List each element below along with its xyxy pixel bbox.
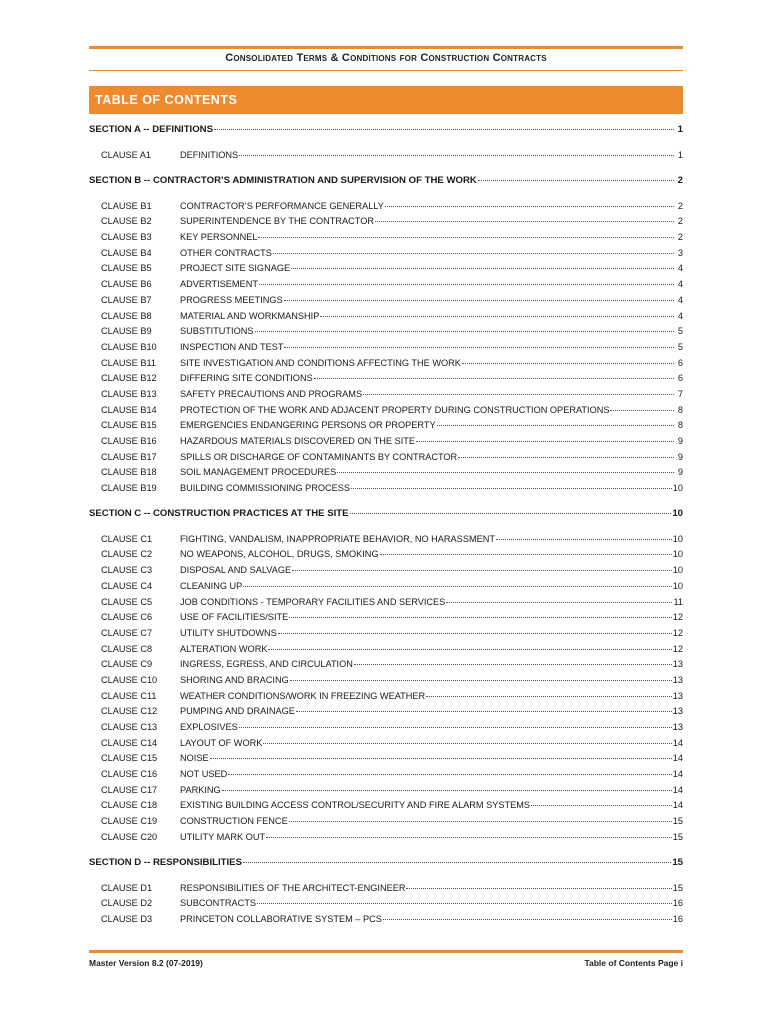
clause-page-number: 4 (677, 310, 683, 321)
toc-clause-entry[interactable] (89, 673, 683, 689)
toc-clause-entry[interactable] (89, 403, 683, 419)
toc-clause-entry[interactable] (89, 783, 683, 799)
clause-title: RESPONSIBILITIES OF THE ARCHITECT-ENGINEER (180, 882, 406, 893)
clause-title: DEFINITIONS (180, 150, 239, 160)
clause-title: UTILITY SHUTDOWNS (180, 627, 277, 638)
leader-dots (351, 488, 672, 489)
clause-page-number: 4 (677, 263, 683, 274)
clause-id: CLAUSE B8 (101, 310, 152, 321)
clause-title: EMERGENCIES ENDANGERING PERSONS OR PROPERTY (180, 420, 436, 431)
clause-title: UTILITY MARK OUT (180, 831, 266, 842)
toc-heading: TABLE OF CONTENTS (95, 93, 238, 107)
section-spacer (89, 846, 683, 855)
leader-dots (416, 441, 674, 442)
clause-title: OTHER CONTRACTS (180, 247, 272, 258)
clause-title: ADVERTISEMENT (180, 279, 258, 290)
clause-id: CLAUSE C6 (101, 612, 153, 623)
clause-id: CLAUSE B4 (101, 247, 152, 258)
clause-id: CLAUSE D2 (101, 898, 153, 909)
toc-clause-entry[interactable] (89, 293, 683, 309)
clause-page-number: 10 (672, 533, 683, 544)
clause-id: CLAUSE C17 (101, 784, 158, 795)
leader-dots (214, 129, 674, 130)
leader-dots (290, 680, 672, 681)
clause-title: CONTRACTOR’S PERFORMANCE GENERALLY (180, 200, 384, 211)
section-spacer (89, 164, 683, 173)
section-page-number: 2 (677, 174, 683, 186)
leader-dots (289, 821, 672, 822)
clause-title: PROJECT SITE SIGNAGE (180, 263, 291, 274)
clause-page-number: 5 (677, 341, 683, 352)
section-title: SECTION A -- DEFINITIONS (89, 124, 214, 135)
leader-dots (292, 570, 672, 571)
clause-title: SAFETY PRECAUTIONS AND PROGRAMS (180, 388, 363, 399)
clause-id: CLAUSE C7 (101, 627, 153, 638)
leader-dots (462, 363, 674, 364)
leader-dots (296, 711, 672, 712)
toc-clause-entry[interactable] (89, 751, 683, 767)
footer-page-label: Table of Contents Page i (584, 958, 683, 968)
table-of-contents (89, 122, 683, 928)
clause-page-number: 6 (677, 357, 683, 368)
leader-dots (383, 919, 672, 920)
leader-dots (228, 774, 671, 775)
leader-dots (210, 758, 672, 759)
leader-dots (458, 457, 674, 458)
clause-title: DISPOSAL AND SALVAGE (180, 565, 292, 576)
leader-dots (610, 410, 674, 411)
clause-title: SUBCONTRACTS (180, 898, 257, 909)
clause-id: CLAUSE B16 (101, 436, 157, 446)
clause-title: SUBSTITUTIONS (180, 326, 254, 337)
clause-title: DIFFERING SITE CONDITIONS (180, 373, 313, 384)
clause-title: KEY PERSONNEL (180, 232, 258, 243)
clause-page-number: 8 (677, 404, 683, 415)
clause-id: CLAUSE A1 (101, 150, 152, 160)
section-title: SECTION D -- RESPONSIBILITIES (89, 856, 242, 868)
clause-id: CLAUSE B14 (101, 404, 157, 415)
clause-page-number: 14 (672, 800, 683, 811)
toc-clause-entry[interactable] (89, 736, 683, 752)
clause-id: CLAUSE C1 (101, 533, 153, 544)
clause-id: CLAUSE B9 (101, 326, 152, 337)
toc-clause-entry[interactable] (89, 912, 683, 928)
toc-clause-entry[interactable] (89, 720, 683, 736)
toc-clause-entry[interactable] (89, 199, 683, 215)
clause-title: LAYOUT OF WORK (180, 737, 263, 748)
clause-page-number: 13 (672, 706, 683, 717)
leader-dots (284, 347, 674, 348)
clause-title: HAZARDOUS MATERIALS DISCOVERED ON THE SITE (180, 436, 415, 446)
clause-id: CLAUSE B7 (101, 294, 152, 305)
toc-clause-entry[interactable] (89, 324, 683, 340)
section-spacer (89, 138, 683, 148)
clause-id: CLAUSE B6 (101, 279, 152, 290)
section-spacer (89, 497, 683, 506)
leader-dots (437, 425, 674, 426)
toc-clause-entry[interactable] (89, 798, 683, 814)
clause-page-number: 4 (677, 279, 683, 290)
clause-page-number: 14 (672, 753, 683, 764)
section-spacer (89, 189, 683, 199)
leader-dots (320, 316, 674, 317)
clause-page-number: 12 (672, 643, 683, 654)
clause-page-number: 10 (672, 580, 683, 591)
clause-id: CLAUSE C14 (101, 737, 158, 748)
clause-page-number: 4 (677, 294, 683, 305)
leader-dots (243, 862, 671, 863)
clause-title: INGRESS, EGRESS, AND CIRCULATION (180, 659, 353, 670)
clause-page-number: 15 (672, 831, 683, 842)
toc-clause-entry[interactable] (89, 418, 683, 434)
clause-page-number: 12 (672, 627, 683, 638)
clause-id: CLAUSE C19 (101, 816, 158, 827)
leader-dots (354, 664, 672, 665)
clause-page-number: 13 (672, 659, 683, 670)
section-spacer (89, 522, 683, 532)
leader-dots (363, 394, 674, 395)
leader-dots (350, 513, 672, 514)
clause-page-number: 6 (677, 373, 683, 384)
clause-page-number: 14 (672, 737, 683, 748)
toc-section-entry[interactable] (89, 173, 683, 189)
clause-page-number: 13 (672, 722, 683, 732)
section-page-number: 15 (672, 856, 683, 868)
leader-dots (406, 888, 671, 889)
clause-id: CLAUSE B10 (101, 341, 157, 352)
clause-title: SITE INVESTIGATION AND CONDITIONS AFFECTING THE WORK (180, 357, 461, 368)
clause-title: BUILDING COMMISSIONING PROCESS (180, 483, 350, 494)
section-title: SECTION C -- CONSTRUCTION PRACTICES AT THE SITE (89, 507, 349, 519)
toc-clause-entry[interactable] (89, 465, 683, 481)
clause-id: CLAUSE C16 (101, 769, 158, 780)
clause-title: WEATHER CONDITIONS/WORK IN FREEZING WEATHER (180, 690, 426, 701)
toc-clause-entry[interactable] (89, 657, 683, 673)
toc-clause-entry[interactable] (89, 148, 683, 164)
top-rule (89, 46, 683, 49)
toc-heading-bar (89, 86, 683, 114)
toc-section-entry[interactable] (89, 506, 683, 522)
clause-page-number: 12 (672, 612, 683, 623)
toc-clause-entry[interactable] (89, 595, 683, 611)
clause-page-number: 16 (672, 913, 683, 924)
clause-id: CLAUSE C3 (101, 565, 153, 576)
clause-id: CLAUSE C4 (101, 580, 153, 591)
clause-page-number: 3 (677, 247, 683, 258)
leader-dots (278, 633, 672, 634)
section-page-number: 1 (677, 124, 683, 135)
clause-title: FIGHTING, VANDALISM, INAPPROPRIATE BEHAVIOR, NO HARASSMENT (180, 533, 495, 544)
leader-dots (255, 331, 674, 332)
toc-clause-entry[interactable] (89, 340, 683, 356)
leader-dots (426, 696, 672, 697)
clause-title: PARKING (180, 784, 221, 795)
footer-rule (89, 950, 683, 953)
clause-page-number: 5 (677, 326, 683, 337)
toc-clause-entry[interactable] (89, 356, 683, 372)
clause-title: SHORING AND BRACING (180, 674, 289, 685)
clause-title: EXISTING BUILDING ACCESS CONTROL/SECURITY AND FIRE ALARM SYSTEMS (180, 800, 531, 811)
leader-dots (375, 221, 674, 222)
clause-title: INSPECTION AND TEST (180, 341, 284, 352)
clause-title: MATERIAL AND WORKMANSHIP (180, 310, 320, 321)
clause-page-number: 1 (677, 150, 683, 160)
clause-id: CLAUSE C13 (101, 722, 158, 732)
clause-id: CLAUSE C2 (101, 549, 153, 560)
leader-dots (380, 554, 672, 555)
leader-dots (259, 284, 674, 285)
leader-dots (496, 539, 672, 540)
clause-id: CLAUSE B17 (101, 451, 157, 462)
toc-clause-entry[interactable] (89, 896, 683, 912)
clause-title: NO WEAPONS, ALCOHOL, DRUGS, SMOKING (180, 549, 379, 560)
clause-title: NOISE (180, 753, 209, 764)
clause-id: CLAUSE C5 (101, 596, 153, 607)
clause-title: CONSTRUCTION FENCE (180, 816, 288, 827)
leader-dots (314, 378, 674, 379)
clause-page-number: 9 (677, 467, 683, 478)
toc-clause-entry[interactable] (89, 434, 683, 450)
clause-id: CLAUSE B5 (101, 263, 152, 274)
toc-clause-entry[interactable] (89, 481, 683, 497)
leader-dots (266, 837, 672, 838)
clause-title: JOB CONDITIONS - TEMPORARY FACILITIES AND SERVICES (180, 596, 446, 607)
toc-clause-entry[interactable] (89, 532, 683, 548)
section-spacer (89, 871, 683, 881)
clause-title: SPILLS OR DISCHARGE OF CONTAMINANTS BY CONTRACTOR (180, 451, 458, 462)
footer-version: Master Version 8.2 (07-2019) (89, 958, 203, 968)
toc-clause-entry[interactable] (89, 277, 683, 293)
leader-dots (478, 180, 674, 181)
clause-id: CLAUSE C18 (101, 800, 158, 811)
clause-page-number: 11 (673, 596, 683, 607)
toc-clause-entry[interactable] (89, 563, 683, 579)
clause-id: CLAUSE B2 (101, 216, 152, 227)
toc-section-entry[interactable] (89, 122, 683, 138)
toc-clause-entry[interactable] (89, 689, 683, 705)
toc-clause-entry[interactable] (89, 881, 683, 897)
toc-clause-entry[interactable] (89, 309, 683, 325)
clause-id: CLAUSE B12 (101, 373, 157, 384)
title-rule (89, 70, 683, 71)
clause-page-number: 14 (672, 769, 683, 780)
leader-dots (263, 743, 671, 744)
clause-page-number: 15 (672, 816, 683, 827)
clause-page-number: 10 (672, 565, 683, 576)
clause-id: CLAUSE B13 (101, 388, 157, 399)
clause-id: CLAUSE C15 (101, 753, 158, 764)
leader-dots (291, 268, 674, 269)
clause-id: CLAUSE C11 (101, 690, 157, 701)
leader-dots (385, 206, 674, 207)
clause-id: CLAUSE B19 (101, 483, 157, 494)
clause-title: ALTERATION WORK (180, 643, 268, 654)
toc-clause-entry[interactable] (89, 830, 683, 846)
leader-dots (268, 649, 671, 650)
leader-dots (337, 472, 674, 473)
clause-id: CLAUSE B11 (101, 357, 156, 368)
leader-dots (258, 237, 674, 238)
clause-page-number: 10 (672, 549, 683, 560)
leader-dots (243, 586, 671, 587)
clause-title: EXPLOSIVES (180, 722, 238, 732)
clause-id: CLAUSE C10 (101, 674, 158, 685)
toc-clause-entry[interactable] (89, 767, 683, 783)
clause-page-number: 13 (672, 690, 683, 701)
clause-page-number: 15 (672, 882, 683, 893)
clause-page-number: 7 (677, 388, 683, 399)
clause-title: PROTECTION OF THE WORK AND ADJACENT PROPERTY DURING CONSTRUCTION OPERATIONS (180, 404, 610, 415)
clause-page-number: 9 (677, 451, 683, 462)
clause-title: USE OF FACILITIES/SITE (180, 612, 289, 623)
clause-id: CLAUSE C12 (101, 706, 158, 717)
leader-dots (531, 805, 672, 806)
toc-clause-entry[interactable] (89, 642, 683, 658)
toc-clause-entry[interactable] (89, 261, 683, 277)
document-page (89, 0, 683, 1024)
section-title: SECTION B -- CONTRACTOR’S ADMINISTRATION AND SUPERVISION OF THE WORK (89, 174, 477, 186)
clause-id: CLAUSE D1 (101, 882, 153, 893)
clause-title: SUPERINTENDENCE BY THE CONTRACTOR (180, 216, 374, 227)
toc-clause-entry[interactable] (89, 704, 683, 720)
toc-clause-entry[interactable] (89, 371, 683, 387)
clause-id: CLAUSE C9 (101, 659, 153, 670)
clause-page-number: 14 (672, 784, 683, 795)
toc-clause-entry[interactable] (89, 246, 683, 262)
toc-clause-entry[interactable] (89, 814, 683, 830)
toc-clause-entry[interactable] (89, 547, 683, 563)
clause-page-number: 9 (677, 436, 683, 446)
toc-clause-entry[interactable] (89, 214, 683, 230)
clause-page-number: 2 (677, 232, 683, 243)
clause-id: CLAUSE C8 (101, 643, 153, 654)
toc-clause-entry[interactable] (89, 579, 683, 595)
clause-id: CLAUSE D3 (101, 913, 153, 924)
leader-dots (222, 790, 672, 791)
clause-id: CLAUSE B15 (101, 420, 157, 431)
clause-page-number: 8 (677, 420, 683, 431)
toc-section-entry[interactable] (89, 855, 683, 871)
clause-title: PRINCETON COLLABORATIVE SYSTEM – PCS (180, 913, 382, 924)
clause-title: SOIL MANAGEMENT PROCEDURES (180, 467, 337, 478)
leader-dots (239, 155, 674, 156)
toc-clause-entry[interactable] (89, 450, 683, 466)
leader-dots (239, 727, 672, 728)
clause-title: PROGRESS MEETINGS (180, 294, 283, 305)
clause-id: CLAUSE B3 (101, 232, 152, 243)
section-page-number: 10 (672, 507, 683, 519)
clause-id: CLAUSE B18 (101, 467, 157, 478)
clause-title: NOT USED (180, 769, 228, 780)
clause-page-number: 13 (672, 674, 683, 685)
leader-dots (284, 300, 674, 301)
leader-dots (273, 253, 674, 254)
leader-dots (446, 602, 672, 603)
document-title: Consolidated Terms & Conditions for Construction Contracts (225, 52, 547, 64)
clause-page-number: 16 (672, 898, 683, 909)
clause-title: PUMPING AND DRAINAGE (180, 706, 295, 717)
toc-clause-entry[interactable] (89, 230, 683, 246)
clause-page-number: 10 (672, 483, 683, 494)
clause-page-number: 2 (677, 200, 683, 211)
leader-dots (257, 903, 672, 904)
leader-dots (289, 617, 672, 618)
clause-id: CLAUSE B1 (101, 200, 152, 211)
toc-clause-entry[interactable] (89, 387, 683, 403)
clause-title: CLEANING UP (180, 580, 243, 591)
clause-id: CLAUSE C20 (101, 831, 158, 842)
toc-clause-entry[interactable] (89, 626, 683, 642)
clause-page-number: 2 (677, 216, 683, 227)
toc-clause-entry[interactable] (89, 610, 683, 626)
